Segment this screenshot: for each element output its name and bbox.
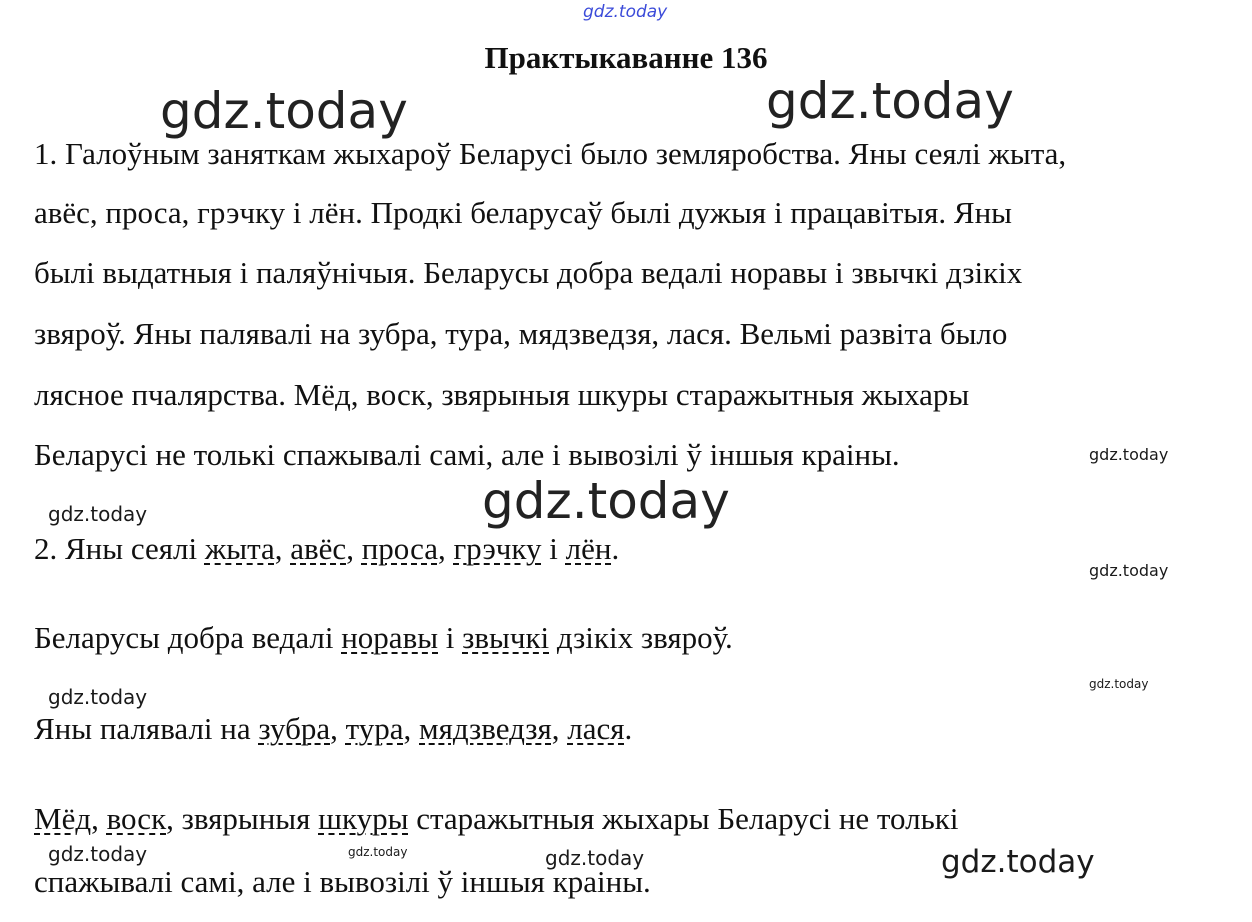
section-1-line: 1. Галоўным заняткам жыхароў Беларусі было земляробства. Яны сеялі жыта, [34, 136, 1067, 171]
watermark-small-7: gdz.today [348, 845, 408, 859]
watermark-small-2: gdz.today [48, 502, 148, 526]
watermark-large-3: gdz.today [482, 472, 730, 530]
sentence-2-1: 2. Яны сеялі жыта, авёс, проса, грэчку і лён. [34, 531, 620, 566]
section-1-line: авёс, проса, грэчку і лён. Продкі беларусаў былі дужыя і працавітыя. Яны [34, 195, 1012, 230]
underlined-word: авёс [290, 531, 347, 566]
underlined-word: норавы [341, 620, 439, 655]
underlined-word: лён [565, 531, 612, 566]
underlined-word: грэчку [453, 531, 542, 566]
watermark-small-1: gdz.today [1089, 445, 1169, 464]
watermark-small-3: gdz.today [1089, 561, 1169, 580]
section-1-line: былі выдатныя і паляўнічыя. Беларусы добра ведалі норавы і звычкі дзікіх [34, 255, 1023, 290]
underlined-word: шкуры [318, 801, 409, 836]
watermark-small-4: gdz.today [1089, 677, 1149, 691]
watermark-small-5: gdz.today [48, 685, 148, 709]
section-1-line: лясное пчалярства. Мёд, воск, звярыныя шкуры старажытныя жыхары [34, 377, 970, 412]
watermark-small-6: gdz.today [48, 842, 148, 866]
underlined-word: воск [106, 801, 167, 836]
sentence-2-3: Яны палявалі на зубра, тура, мядзведзя, лася. [34, 711, 633, 746]
underlined-word: жыта [204, 531, 275, 566]
underlined-word: зубра [258, 711, 331, 746]
underlined-word: тура [345, 711, 404, 746]
watermark-large-1: gdz.today [160, 82, 408, 140]
underlined-word: мядзведзя [419, 711, 552, 746]
section-1-line: звяроў. Яны палявалі на зубра, тура, мядзведзя, лася. Вельмі развіта было [34, 316, 1008, 351]
sentence-2-4: Мёд, воск, звярыныя шкуры старажытныя жыхары Беларусі не толькі [34, 801, 959, 836]
sentence-2-2: Беларусы добра ведалі норавы і звычкі дзікіх звяроў. [34, 620, 733, 655]
watermark-medium: gdz.today [941, 844, 1095, 880]
page-title: Практыкаванне 136 [484, 40, 768, 75]
watermark-top: gdz.today [583, 2, 668, 22]
watermark-large-2: gdz.today [766, 72, 1014, 130]
watermark-small-8: gdz.today [545, 846, 645, 870]
underlined-word: Мёд [34, 801, 92, 836]
underlined-word: проса [361, 531, 438, 566]
underlined-word: звычкі [462, 620, 550, 655]
sentence-2-4-cont: спажывалі самі, але і вывозілі ў іншыя краіны. [34, 864, 651, 899]
section-1-line: Беларусі не толькі спажывалі самі, але і вывозілі ў іншыя краіны. [34, 437, 900, 472]
underlined-word: лася [567, 711, 625, 746]
